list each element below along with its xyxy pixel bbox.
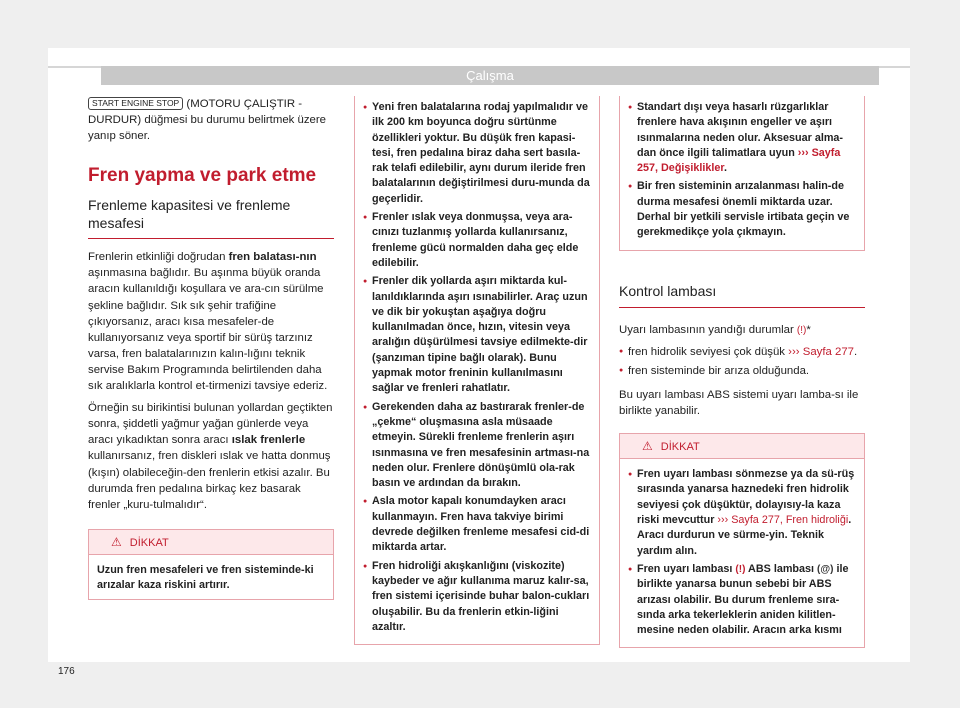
page-reference-link[interactable]: ››› Sayfa 277, Fren hidroliği [717, 514, 849, 527]
page-reference-link[interactable]: ››› Sayfa 277 [788, 345, 855, 358]
warning-bullet: ● Yeni fren balatalarına rodaj yapılmalıdır ve ilk 200 km boyunca doğru sürtünme özellikleri yoktur. Bu düşük fren kapasi-tesi, fren pedalına biraz daha sert basıla-rak telafi edilebilir, aynı durum ileride fren balatalarının değiştirilmesi duru-munda da geçerlidir. [363, 100, 591, 207]
section-header: Çalışma [101, 66, 879, 85]
warning-bullet: ● Fren hidroliği akışkanlığını (viskozite) kaybeder ve ağır kullanıma maruz kalır-sa, fren sistemi içerisinde buhar balon-cukları oluşabilir. Bu da frenlerin etkin-liğini azaltır. [363, 559, 591, 635]
warning-box-2 [619, 433, 865, 648]
warning-bullet: ● Gerekenden daha az bastırarak frenler-de „çekme“ oluşmasına asla müsaade etmeyin. Sürekli frenleme frenlerin aşırı ısınmasına ve fren mesafesinin artması-na neden olur. Frenlere dönüşümlü ola-rak basın ve ardından da bırakın. [363, 400, 591, 492]
column-1 [88, 96, 334, 600]
warning-continuation-box-2 [619, 96, 865, 251]
paragraph-brake-wear: Frenlerin etkinliği doğrudan fren balatası-nın aşınmasına bağlıdır. Bu aşınma büyük oranda aracın kullanıldığı koşullara ve ara-cın sürülme şekline bağlıdır. Sık sık şehir trafiğine çıkıyorsanız, aracı kısa mesafeler-de kullanıyorsanız veya sportif bir sürüş tarzınız varsa, fren balatalarınızın kalın-lığını teknik servise Bakım Programında belirtilenden daha sık aralıklarla kontrol et-tirmenizi tavsiye ederiz. [88, 251, 328, 393]
column-2 [354, 96, 600, 645]
abs-paragraph: Bu uyarı lambası ABS sistemi uyarı lamba-sı ile birlikte yanabilir. [619, 388, 859, 418]
warning-bullet: ● Fren uyarı lambası sönmezse ya da sü-rüş sırasında yanarsa haznedeki fren hidrolik seviyesi çok düşüktür, dolayısıy-la kaza riski mevcuttur ››› Sayfa 277, Fren hidroliği. Aracı durdurun ve sürme-yin. Teknik yardım alın. [628, 467, 856, 559]
control-lamp-heading: Kontrol lambası [619, 277, 865, 308]
warning-header: ⚠ DİKKAT [620, 434, 864, 459]
warning-bullet: ● Bir fren sisteminin arızalanması halin-de durma mesafesi önemli miktarda uzar. Derhal bir yetkili servisle irtibata geçin ve gerekmedikçe yola çıkmayın. [628, 179, 856, 240]
warning-bullet: ● Frenler ıslak veya donmuşsa, veya ara-cınızı tuzlanmış yollarda kullanırsanız, frenleme gücü normalden daha geç elde edilebilir. [363, 210, 591, 271]
subsection-title: Frenleme kapasitesi ve frenleme mesafesi [88, 197, 291, 232]
manual-page [48, 48, 910, 677]
warning-triangle-icon: ⚠ [642, 439, 653, 454]
lamp-conditions-heading: Uyarı lambasının yandığı durumlar (!)* [619, 322, 865, 339]
page-reference-link[interactable]: ››› Sayfa 257, Değişiklikler [637, 146, 841, 175]
paragraph-wet-brakes: Örneğin su birikintisi bulunan yollardan geçtikten sonra, şiddetli yağmur yağan günlerde veya aracı yıkadıktan sonra aracı ıslak frenlerle kullanırsanız, fren diskleri ıslak ve hatta donmuş (kışın) olabileceğin-den frenlerin etkisi azalır. Bu durumda fren pedalına birkaç kez basarak frenler „kuru-tulmalıdır“. [88, 402, 333, 511]
lamp-condition-item: ● fren hidrolik seviyesi çok düşük ››› Sayfa 277. [619, 344, 865, 360]
warning-bullet: ● Asla motor kapalı konumdayken aracı kullanmayın. Fren hava takviye birimi devrede değilken frenleme mesafesi cid-di miktarda artar. [363, 494, 591, 555]
warning-bullet: ● Fren uyarı lambası (!) ABS lambası (@) ile birlikte yanarsa bunun sebebi bir ABS arızası olabilir. Bu durum frenleme sıra-sında arka tekerleklerin aniden kilitlen-mesine neden olabilir. Aracın arka kısmı [628, 562, 856, 638]
warning-triangle-icon: ⚠ [111, 534, 122, 549]
section-title: Fren yapma ve park etme [88, 165, 317, 187]
page-number: 176 [58, 666, 75, 677]
lamp-condition-item: ● fren sisteminde bir arıza olduğunda. [619, 363, 865, 379]
warning-header: ⚠ DİKKAT [89, 530, 333, 555]
brake-warning-lamp-icon: (!) [796, 324, 807, 336]
engine-key-intro: START ENGINE STOP (MOTORU ÇALIŞTIR - DURDUR) düğmesi bu durumu belirtmek üzere yanıp söner. [88, 98, 327, 143]
warning-text: Uzun fren mesafeleri ve fren sisteminde-ki arızalar kaza riskini artırır. [97, 563, 314, 592]
subsection-header [88, 196, 334, 239]
abs-lamp-icon: (@) [817, 563, 834, 575]
warning-bullet: ● Standart dışı veya hasarlı rüzgarlıklar frenlere hava akışının engeller ve aşırı ısınmalarına neden olur. Aksesuar alma-dan önce ilgili talimatlara uyun ››› Sayfa 257, Değişiklikler. [628, 100, 856, 176]
warning-bullet: ● Frenler dik yollarda aşırı miktarda kul-lanıldıklarında aşırı ısınabilirler. Araç uzun ve dik bir yokuştan aşağıya doğru kullanılmadan önce, hızın, vitesin veya aralığın düşürülmesi tavsiye edilmekte-dir (şanzıman tipine bağlı olarak). Bunu yapmak motor freninin kullanılmasını sağlar ve frenleri rahatlatır. [363, 274, 591, 396]
column-3 [619, 96, 865, 648]
start-engine-stop-key: START ENGINE STOP [88, 97, 183, 110]
brake-warning-lamp-icon: (!) [735, 563, 746, 575]
warning-continuation-box [354, 96, 600, 645]
warning-box [88, 529, 334, 601]
